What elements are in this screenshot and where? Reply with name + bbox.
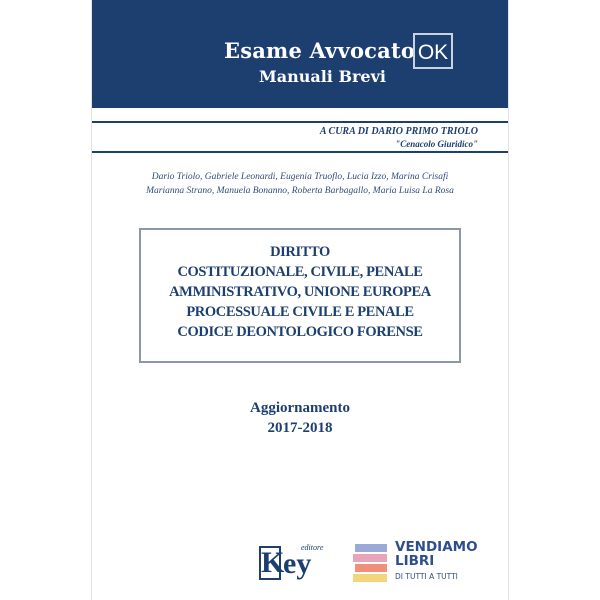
subject-line: AMMINISTRATIVO, UNIONE EUROPEA	[169, 284, 431, 300]
subject-line: COSTITUZIONALE, CIVILE, PENALE	[177, 264, 423, 280]
series-title: Esame Avvocato	[224, 38, 416, 63]
subject-box	[139, 228, 461, 363]
update-info	[92, 398, 508, 438]
authors-line: Marianna Strano, Manuela Bonanno, Roberta Barbagallo, Maria Luisa La Rosa	[146, 186, 454, 196]
curator-band	[92, 121, 508, 153]
seller-name-line2: LIBRI	[395, 553, 435, 569]
books-stack-icon	[353, 542, 389, 584]
publisher-logo-text: ey	[283, 547, 312, 580]
publisher-logo-letter: K	[261, 546, 285, 579]
seller-name	[395, 540, 478, 568]
seller-watermark	[353, 538, 493, 588]
subject-line: CODICE DEONTOLOGICO FORENSE	[177, 324, 423, 340]
publisher-logo-small: editore	[301, 543, 324, 552]
update-label: Aggiornamento	[250, 400, 350, 416]
curator-text: A CURA DI DARIO PRIMO TRIOLO	[319, 126, 478, 137]
cover-header	[92, 0, 508, 108]
series-badge: OK	[413, 33, 453, 69]
book-cover	[91, 0, 509, 600]
subject-line: DIRITTO	[270, 244, 330, 260]
authors-list	[112, 170, 488, 198]
subject-line: PROCESSUALE CIVILE E PENALE	[186, 304, 414, 320]
seller-tagline: DI TUTTI A TUTTI	[395, 572, 458, 581]
curator-affiliation: "Cenacolo Giuridico"	[395, 139, 478, 149]
publisher-logo	[259, 544, 329, 582]
seller-name-line1: VENDIAMO	[395, 539, 478, 555]
series-subtitle: Manuali Brevi	[259, 67, 386, 86]
update-years: 2017-2018	[267, 420, 333, 436]
authors-line: Dario Triolo, Gabriele Leonardi, Eugenia Truoflo, Lucia Izzo, Marina Crisafi	[151, 172, 449, 182]
